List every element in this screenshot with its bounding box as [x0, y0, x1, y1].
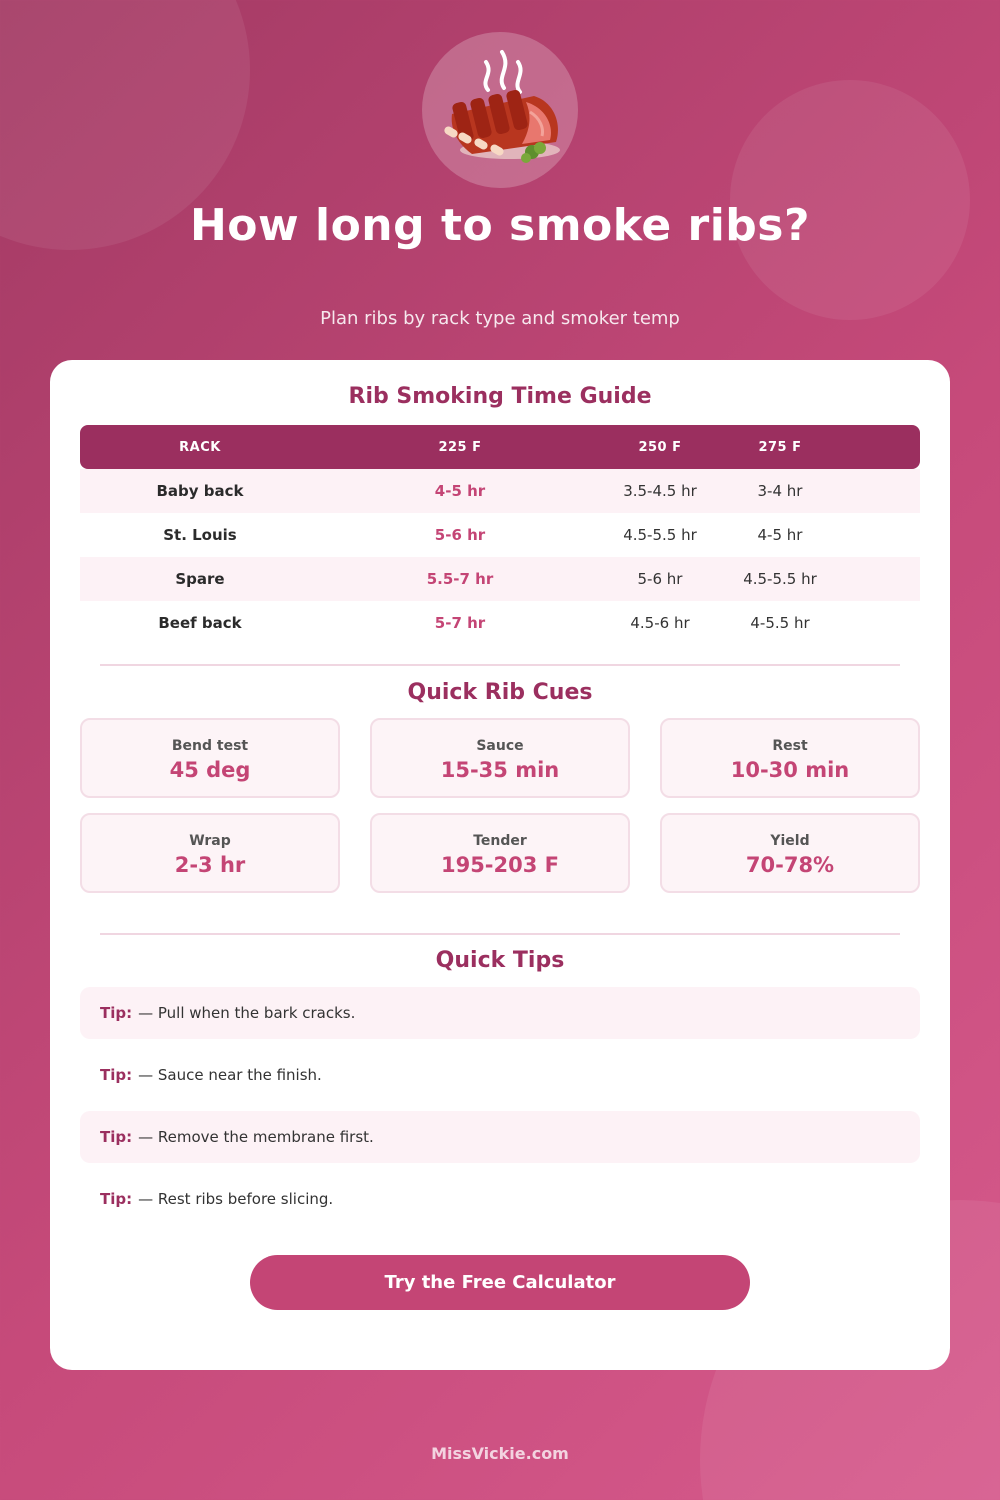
- tip-label: Tip:: [100, 1066, 133, 1084]
- time-250-cell: 4.5-5.5 hr: [623, 526, 697, 544]
- table-row: [80, 513, 920, 557]
- cue-value: 45 deg: [169, 758, 251, 782]
- rack-cell: Baby back: [156, 482, 244, 500]
- tips-title: Quick Tips: [435, 948, 565, 973]
- time-275-cell: 4-5 hr: [757, 526, 803, 544]
- tip-text: — Pull when the bark cracks.: [138, 1004, 356, 1022]
- footer-site-link[interactable]: MissVickie.com: [431, 1444, 569, 1463]
- cue-value: 15-35 min: [440, 758, 560, 782]
- cue-label: Bend test: [171, 738, 249, 754]
- cue-value: 2-3 hr: [174, 853, 246, 877]
- tip-label: Tip:: [100, 1190, 133, 1208]
- table-header: [80, 425, 920, 469]
- column-header-275: 275 F: [758, 439, 802, 455]
- time-275-cell: 3-4 hr: [757, 482, 803, 500]
- cue-label: Yield: [770, 833, 810, 849]
- tip-text: — Rest ribs before slicing.: [138, 1190, 334, 1208]
- section-divider: [100, 933, 900, 935]
- cue-label: Rest: [772, 738, 808, 754]
- table-row: [80, 557, 920, 601]
- page-subtitle: Plan ribs by rack type and smoker temp: [320, 308, 680, 329]
- tip-item: [80, 1173, 920, 1225]
- rib-time-table: [80, 425, 920, 645]
- guide-title: Rib Smoking Time Guide: [348, 384, 652, 409]
- column-header-225: 225 F: [438, 439, 482, 455]
- column-header-250: 250 F: [638, 439, 682, 455]
- cue-label: Wrap: [189, 833, 231, 849]
- tip-label: Tip:: [100, 1004, 133, 1022]
- table-row: [80, 469, 920, 513]
- cue-label: Sauce: [476, 738, 524, 754]
- tip-item: [80, 1111, 920, 1163]
- cue-card-sauce: [370, 718, 630, 798]
- column-header-rack: RACK: [179, 439, 221, 455]
- cue-value: 70-78%: [745, 853, 835, 877]
- tip-item: [80, 1049, 920, 1101]
- time-225-cell: 5-7 hr: [434, 614, 486, 632]
- smoking-ribs-icon: [422, 32, 578, 188]
- hero-badge: [422, 32, 578, 188]
- cue-card-yield: [660, 813, 920, 893]
- section-divider: [100, 664, 900, 666]
- time-225-cell: 5-6 hr: [434, 526, 486, 544]
- tip-label: Tip:: [100, 1128, 133, 1146]
- table-row: [80, 601, 920, 645]
- time-225-cell: 4-5 hr: [434, 482, 486, 500]
- time-250-cell: 3.5-4.5 hr: [623, 482, 697, 500]
- time-225-cell: 5.5-7 hr: [426, 570, 494, 588]
- cue-card-rest: [660, 718, 920, 798]
- time-250-cell: 4.5-6 hr: [630, 614, 690, 632]
- cue-card-bend-test: [80, 718, 340, 798]
- rack-cell: Spare: [175, 570, 225, 588]
- time-250-cell: 5-6 hr: [637, 570, 683, 588]
- tip-text: — Remove the membrane first.: [138, 1128, 374, 1146]
- time-275-cell: 4-5.5 hr: [750, 614, 810, 632]
- rack-cell: Beef back: [158, 614, 242, 632]
- content-card: [50, 360, 950, 1370]
- tip-item: [80, 987, 920, 1039]
- cue-value: 10-30 min: [730, 758, 850, 782]
- cue-card-wrap: [80, 813, 340, 893]
- cue-value: 195-203 F: [440, 853, 560, 877]
- tip-text: — Sauce near the finish.: [138, 1066, 322, 1084]
- free-calculator-button[interactable]: Try the Free Calculator: [250, 1255, 750, 1310]
- cue-label: Tender: [473, 833, 527, 849]
- cues-title: Quick Rib Cues: [407, 680, 593, 705]
- time-275-cell: 4.5-5.5 hr: [743, 570, 817, 588]
- rack-cell: St. Louis: [163, 526, 237, 544]
- page-title: How long to smoke ribs?: [189, 200, 811, 251]
- cue-card-tender: [370, 813, 630, 893]
